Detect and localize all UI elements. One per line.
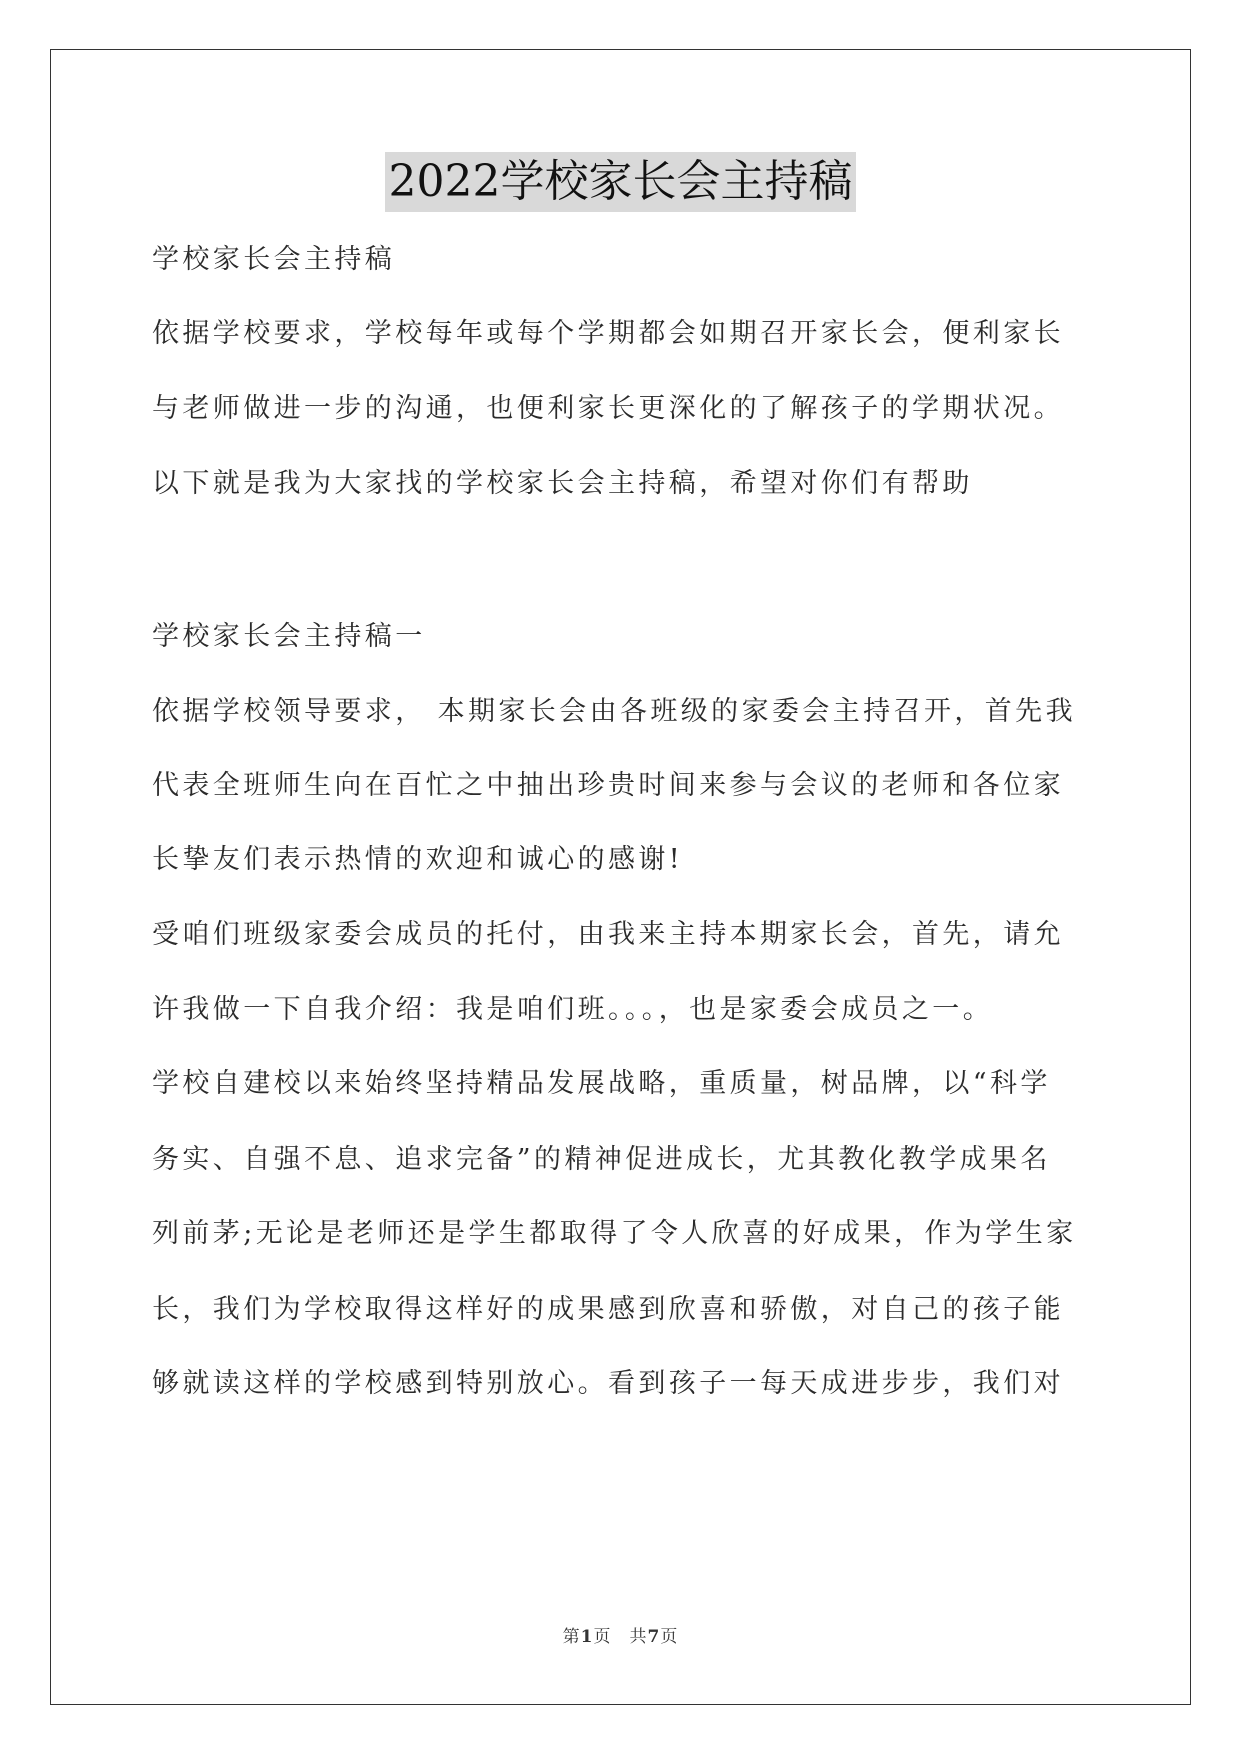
document-title: 2022学校家长会主持稿	[385, 152, 857, 212]
footer-current-page: 1	[580, 1627, 594, 1647]
paragraph-line: 代表全班师生向在百忙之中抽出珍贵时间来参与会议的老师和各位家	[152, 770, 1064, 801]
title-container	[0, 152, 1241, 212]
footer-page-mid: 页 共	[593, 1627, 648, 1647]
paragraph-line: 依据学校领导要求， 本期家长会由各班级的家委会主持召开，首先我	[152, 696, 1076, 727]
paragraph-line: 受咱们班级家委会成员的托付，由我来主持本期家长会，首先，请允	[152, 919, 1064, 950]
paragraph-line: 长，我们为学校取得这样好的成果感到欣喜和骄傲，对自己的孩子能	[152, 1294, 1064, 1325]
paragraph-line: 长挚友们表示热情的欢迎和诚心的感谢!	[152, 844, 684, 875]
paragraph-line: 务实、自强不息、追求完备”的精神促进成长，尤其教化教学成果名	[152, 1144, 1051, 1175]
footer-page-prefix: 第	[562, 1627, 581, 1647]
page-footer	[0, 1625, 1241, 1649]
paragraph-line: 列前茅;无论是老师还是学生都取得了令人欣喜的好成果，作为学生家	[152, 1218, 1077, 1249]
footer-total-pages: 7	[647, 1627, 661, 1647]
paragraph-line: 学校自建校以来始终坚持精品发展战略，重质量，树品牌，以“科学	[152, 1068, 1051, 1099]
section-heading: 学校家长会主持稿	[152, 244, 396, 275]
section-heading: 学校家长会主持稿一	[152, 621, 426, 652]
paragraph-line: 与老师做进一步的沟通，也便利家长更深化的了解孩子的学期状况。	[152, 393, 1064, 424]
paragraph-line: 以下就是我为大家找的学校家长会主持稿，希望对你们有帮助	[152, 468, 973, 499]
paragraph-line: 依据学校要求，学校每年或每个学期都会如期召开家长会，便利家长	[152, 318, 1064, 349]
paragraph-line: 够就读这样的学校感到特别放心。看到孩子一每天成进步步，我们对	[152, 1368, 1064, 1399]
footer-page-suffix: 页	[660, 1627, 679, 1647]
paragraph-line: 许我做一下自我介绍：我是咱们班。。。，也是家委会成员之一。	[152, 994, 994, 1025]
